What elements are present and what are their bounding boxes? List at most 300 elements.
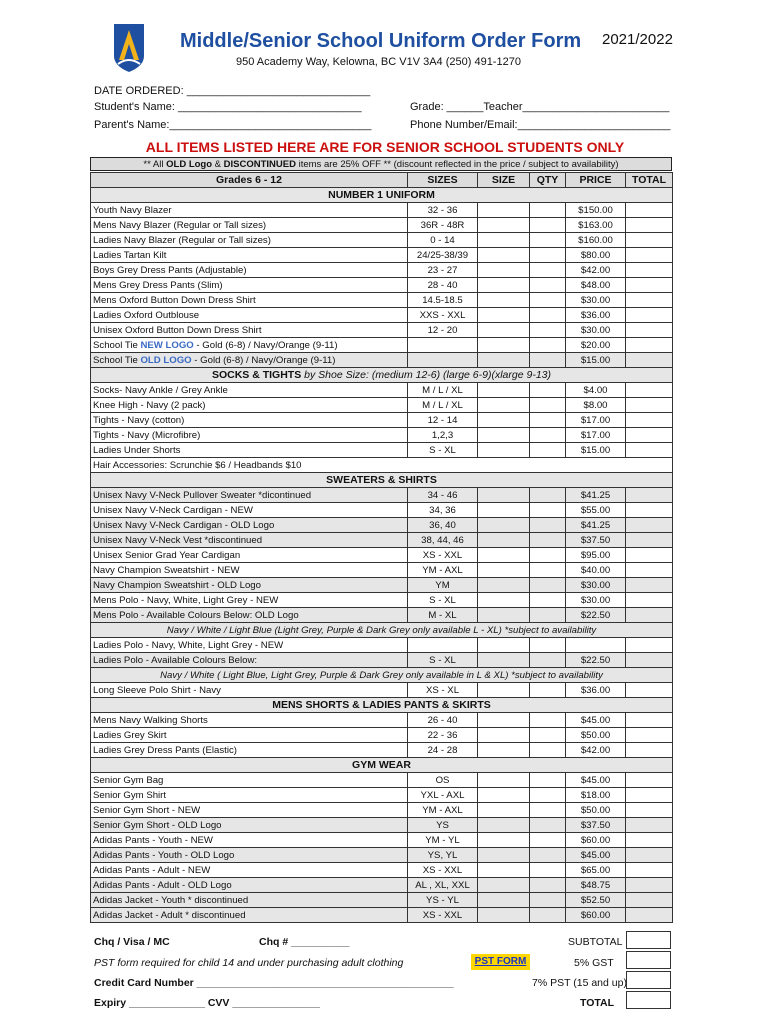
item-sizes: 28 - 40	[408, 278, 478, 293]
table-row	[91, 533, 673, 548]
item-sizes: YM - AXL	[408, 563, 478, 578]
section-socks-tights-label	[91, 368, 673, 383]
qty-input[interactable]	[530, 338, 566, 353]
size-input[interactable]	[478, 803, 530, 818]
item-price: $18.00	[566, 788, 626, 803]
total-cell[interactable]	[626, 308, 673, 323]
table-row	[91, 593, 673, 608]
sizes-header: SIZES	[408, 173, 478, 188]
item-price: $4.00	[566, 383, 626, 398]
qty-input[interactable]	[530, 203, 566, 218]
total-cell[interactable]	[626, 278, 673, 293]
table-row	[91, 653, 673, 668]
total-cell[interactable]	[626, 218, 673, 233]
qty-input[interactable]	[530, 353, 566, 368]
tie-logo-label: NEW LOGO	[140, 339, 194, 351]
total-cell[interactable]	[626, 338, 673, 353]
total-cell[interactable]	[626, 908, 673, 923]
item-name: Mens Polo - Available Colours Below: OLD Logo	[91, 608, 408, 623]
size-input[interactable]	[478, 728, 530, 743]
senior-only-banner: ALL ITEMS LISTED HERE ARE FOR SENIOR SCHOOL STUDENTS ONLY	[145, 139, 625, 155]
qty-input[interactable]	[530, 503, 566, 518]
qty-input[interactable]	[530, 743, 566, 758]
section-shorts-pants-skirts-label: MENS SHORTS & LADIES PANTS & SKIRTS	[91, 698, 673, 713]
item-sizes: YS	[408, 818, 478, 833]
item-price	[566, 638, 626, 653]
subtotal-box[interactable]	[626, 931, 671, 949]
qty-input[interactable]	[530, 413, 566, 428]
size-input[interactable]	[478, 548, 530, 563]
size-input[interactable]	[478, 353, 530, 368]
total-cell[interactable]	[626, 443, 673, 458]
table-row	[91, 443, 673, 458]
item-sizes: 36R - 48R	[408, 218, 478, 233]
item-price: $17.00	[566, 428, 626, 443]
total-cell[interactable]	[626, 788, 673, 803]
qty-input[interactable]	[530, 533, 566, 548]
pst-note: PST form required for child 14 and under purchasing adult clothing	[94, 957, 404, 969]
item-price: $36.00	[566, 308, 626, 323]
qty-input[interactable]	[530, 263, 566, 278]
total-cell[interactable]	[626, 893, 673, 908]
table-row	[91, 848, 673, 863]
size-input[interactable]	[478, 278, 530, 293]
item-name: Mens Navy Walking Shorts	[91, 713, 408, 728]
size-input[interactable]	[478, 248, 530, 263]
size-input[interactable]	[478, 818, 530, 833]
school-address: 950 Academy Way, Kelowna, BC V1V 3A4 (250) 491-1270	[236, 56, 521, 68]
total-cell[interactable]	[626, 578, 673, 593]
item-sizes: XS - XXL	[408, 863, 478, 878]
item-price: $55.00	[566, 503, 626, 518]
discount-notice: ** All OLD Logo & DISCONTINUED items are 25% OFF ** (discount reflected in the price / subject to availability)	[90, 157, 672, 171]
item-name: Tights - Navy (cotton)	[91, 413, 408, 428]
form-title: Middle/Senior School Uniform Order Form	[180, 30, 582, 52]
total-cell[interactable]	[626, 263, 673, 278]
qty-input[interactable]	[530, 488, 566, 503]
gst-box[interactable]	[626, 951, 671, 969]
item-price: $60.00	[566, 833, 626, 848]
table-row	[91, 788, 673, 803]
qty-input[interactable]	[530, 638, 566, 653]
tie-suffix: - Gold (6-8) / Navy/Orange (9-11)	[191, 354, 336, 366]
item-name: Unisex Senior Grad Year Cardigan	[91, 548, 408, 563]
section-number-1-uniform-label: NUMBER 1 UNIFORM	[91, 188, 673, 203]
socks-sizing-note: by Shoe Size: (medium 12-6) (large 6-9)(xlarge 9-13)	[301, 368, 552, 381]
section-socks-tights	[91, 368, 673, 383]
table-row	[91, 278, 673, 293]
item-sizes: 26 - 40	[408, 713, 478, 728]
table-row	[91, 578, 673, 593]
size-input[interactable]	[478, 773, 530, 788]
item-sizes	[408, 638, 478, 653]
item-sizes: 12 - 20	[408, 323, 478, 338]
parent-name-field[interactable]: Parent's Name:_________________________________	[94, 119, 372, 131]
total-header: TOTAL	[626, 173, 673, 188]
table-row	[91, 428, 673, 443]
qty-input[interactable]	[530, 563, 566, 578]
item-price: $150.00	[566, 203, 626, 218]
size-input[interactable]	[478, 518, 530, 533]
size-input[interactable]	[478, 383, 530, 398]
qty-input[interactable]	[530, 908, 566, 923]
size-input[interactable]	[478, 593, 530, 608]
size-input[interactable]	[478, 308, 530, 323]
qty-input[interactable]	[530, 653, 566, 668]
total-cell[interactable]	[626, 413, 673, 428]
item-sizes: 12 - 14	[408, 413, 478, 428]
cheque-number-field[interactable]: Chq # __________	[259, 936, 350, 948]
item-name: Socks- Navy Ankle / Grey Ankle	[91, 383, 408, 398]
colour-note-mens-text: Navy / White / Light Blue (Light Grey, Purple & Dark Grey only available L - XL) *subject to availability	[91, 623, 673, 638]
size-input[interactable]	[478, 413, 530, 428]
qty-input[interactable]	[530, 833, 566, 848]
table-row	[91, 233, 673, 248]
total-cell[interactable]	[626, 713, 673, 728]
total-cell[interactable]	[626, 323, 673, 338]
qty-input[interactable]	[530, 608, 566, 623]
item-name: Adidas Pants - Youth - NEW	[91, 833, 408, 848]
table-row	[91, 638, 673, 653]
item-name: Unisex Navy V-Neck Vest *discontinued	[91, 533, 408, 548]
qty-input[interactable]	[530, 218, 566, 233]
colour-note-ladies	[91, 668, 673, 683]
size-input[interactable]	[478, 428, 530, 443]
item-sizes: 0 - 14	[408, 233, 478, 248]
total-label: TOTAL	[580, 997, 615, 1009]
item-name: Knee High - Navy (2 pack)	[91, 398, 408, 413]
total-cell[interactable]	[626, 503, 673, 518]
qty-input[interactable]	[530, 863, 566, 878]
item-name: Mens Oxford Button Down Dress Shirt	[91, 293, 408, 308]
table-row	[91, 713, 673, 728]
size-input[interactable]	[478, 908, 530, 923]
item-price: $65.00	[566, 863, 626, 878]
size-input[interactable]	[478, 443, 530, 458]
section-gym-wear	[91, 758, 673, 773]
total-cell[interactable]	[626, 293, 673, 308]
item-price: $48.75	[566, 878, 626, 893]
item-sizes: XS - XXL	[408, 548, 478, 563]
tie-suffix: - Gold (6-8) / Navy/Orange (9-11)	[193, 339, 338, 351]
item-sizes: M - XL	[408, 608, 478, 623]
total-cell[interactable]	[626, 683, 673, 698]
table-row	[91, 248, 673, 263]
item-price: $80.00	[566, 248, 626, 263]
item-sizes: YM	[408, 578, 478, 593]
grade-teacher-field[interactable]: Grade: ______Teacher________________________	[410, 101, 670, 113]
hair-accessories: Hair Accessories: Scrunchie $6 / Headbands $10	[91, 458, 673, 473]
item-name: Ladies Grey Skirt	[91, 728, 408, 743]
item-price: $20.00	[566, 338, 626, 353]
qty-input[interactable]	[530, 713, 566, 728]
total-cell[interactable]	[626, 383, 673, 398]
total-cell[interactable]	[626, 428, 673, 443]
total-cell[interactable]	[626, 743, 673, 758]
price-header: PRICE	[566, 173, 626, 188]
item-price: $8.00	[566, 398, 626, 413]
item-name: Youth Navy Blazer	[91, 203, 408, 218]
item-sizes: YM - YL	[408, 833, 478, 848]
item-name: Adidas Pants - Adult - OLD Logo	[91, 878, 408, 893]
size-input[interactable]	[478, 578, 530, 593]
size-input[interactable]	[478, 293, 530, 308]
qty-input[interactable]	[530, 818, 566, 833]
item-sizes: XS - XXL	[408, 908, 478, 923]
item-sizes: 24/25-38/39	[408, 248, 478, 263]
qty-input[interactable]	[530, 398, 566, 413]
item-name: Senior Gym Shirt	[91, 788, 408, 803]
table-row	[91, 803, 673, 818]
tie-name	[91, 353, 408, 368]
phone-email-field[interactable]: Phone Number/Email:_________________________	[410, 119, 671, 131]
socks-title: SOCKS & TIGHTS	[211, 368, 302, 381]
credit-card-field[interactable]: Credit Card Number ____________________________________________	[94, 977, 454, 989]
qty-input[interactable]	[530, 593, 566, 608]
item-sizes: 38, 44, 46	[408, 533, 478, 548]
total-cell[interactable]	[626, 878, 673, 893]
size-input[interactable]	[478, 713, 530, 728]
total-cell[interactable]	[626, 233, 673, 248]
total-cell[interactable]	[626, 818, 673, 833]
item-name: Navy Champion Sweatshirt - NEW	[91, 563, 408, 578]
total-cell[interactable]	[626, 728, 673, 743]
qty-input[interactable]	[530, 308, 566, 323]
size-input[interactable]	[478, 338, 530, 353]
total-cell[interactable]	[626, 593, 673, 608]
table-row	[91, 353, 673, 368]
item-sizes: YS - YL	[408, 893, 478, 908]
qty-input[interactable]	[530, 773, 566, 788]
total-box[interactable]	[626, 991, 671, 1009]
qty-input[interactable]	[530, 848, 566, 863]
size-input[interactable]	[478, 683, 530, 698]
total-cell[interactable]	[626, 638, 673, 653]
item-sizes: M / L / XL	[408, 383, 478, 398]
qty-input[interactable]	[530, 788, 566, 803]
item-price: $45.00	[566, 713, 626, 728]
size-input[interactable]	[478, 608, 530, 623]
total-cell[interactable]	[626, 773, 673, 788]
size-input[interactable]	[478, 638, 530, 653]
table-row	[91, 563, 673, 578]
table-row	[91, 308, 673, 323]
table-row	[91, 893, 673, 908]
size-input[interactable]	[478, 263, 530, 278]
total-cell[interactable]	[626, 518, 673, 533]
qty-input[interactable]	[530, 893, 566, 908]
item-sizes	[408, 338, 478, 353]
tie-logo-label: OLD LOGO	[140, 354, 192, 366]
size-input[interactable]	[478, 203, 530, 218]
total-cell[interactable]	[626, 398, 673, 413]
size-input[interactable]	[478, 563, 530, 578]
item-price: $95.00	[566, 548, 626, 563]
item-sizes: YS, YL	[408, 848, 478, 863]
table-row	[91, 413, 673, 428]
qty-input[interactable]	[530, 578, 566, 593]
item-name: Adidas Jacket - Adult * discontinued	[91, 908, 408, 923]
item-sizes: S - XL	[408, 593, 478, 608]
item-price: $40.00	[566, 563, 626, 578]
item-price: $30.00	[566, 323, 626, 338]
size-input[interactable]	[478, 743, 530, 758]
section-gym-wear-label: GYM WEAR	[91, 758, 673, 773]
size-input[interactable]	[478, 863, 530, 878]
size-input[interactable]	[478, 488, 530, 503]
table-row	[91, 383, 673, 398]
qty-input[interactable]	[530, 728, 566, 743]
qty-input[interactable]	[530, 278, 566, 293]
size-input[interactable]	[478, 218, 530, 233]
item-sizes: OS	[408, 773, 478, 788]
pst-label: 7% PST (15 and up)	[532, 977, 627, 989]
item-name: Mens Polo - Navy, White, Light Grey - NEW	[91, 593, 408, 608]
size-input[interactable]	[478, 323, 530, 338]
tie-prefix: School Tie	[93, 339, 141, 351]
table-row	[91, 818, 673, 833]
item-price: $15.00	[566, 443, 626, 458]
size-input[interactable]	[478, 533, 530, 548]
item-sizes: M / L / XL	[408, 398, 478, 413]
pst-box[interactable]	[626, 971, 671, 989]
item-price: $41.25	[566, 488, 626, 503]
tie-name	[91, 338, 408, 353]
table-row	[91, 263, 673, 278]
item-sizes: AL , XL, XXL	[408, 878, 478, 893]
total-cell[interactable]	[626, 488, 673, 503]
total-cell[interactable]	[626, 533, 673, 548]
subtotal-label: SUBTOTAL	[568, 936, 623, 948]
size-input[interactable]	[478, 833, 530, 848]
item-name: Adidas Pants - Youth - OLD Logo	[91, 848, 408, 863]
item-name: Senior Gym Short - NEW	[91, 803, 408, 818]
size-input[interactable]	[478, 653, 530, 668]
total-cell[interactable]	[626, 653, 673, 668]
total-cell[interactable]	[626, 833, 673, 848]
item-name: Mens Navy Blazer (Regular or Tall sizes)	[91, 218, 408, 233]
size-input[interactable]	[478, 893, 530, 908]
item-name: Ladies Navy Blazer (Regular or Tall sizes)	[91, 233, 408, 248]
table-row	[91, 773, 673, 788]
qty-input[interactable]	[530, 383, 566, 398]
item-price: $30.00	[566, 293, 626, 308]
colour-note-mens	[91, 623, 673, 638]
item-sizes: S - XL	[408, 443, 478, 458]
table-row	[91, 338, 673, 353]
item-price: $30.00	[566, 593, 626, 608]
qty-input[interactable]	[530, 293, 566, 308]
size-input[interactable]	[478, 398, 530, 413]
item-sizes: XXS - XXL	[408, 308, 478, 323]
size-input[interactable]	[478, 233, 530, 248]
item-price: $36.00	[566, 683, 626, 698]
item-price: $30.00	[566, 578, 626, 593]
student-name-field[interactable]: Student's Name: ______________________________	[94, 101, 362, 113]
section-sweaters-shirts-label: SWEATERS & SHIRTS	[91, 473, 673, 488]
qty-input[interactable]	[530, 878, 566, 893]
qty-input[interactable]	[530, 518, 566, 533]
item-price: $22.50	[566, 653, 626, 668]
qty-input[interactable]	[530, 443, 566, 458]
item-price: $15.00	[566, 353, 626, 368]
table-row	[91, 743, 673, 758]
total-cell[interactable]	[626, 848, 673, 863]
table-row	[91, 548, 673, 563]
qty-input[interactable]	[530, 428, 566, 443]
total-cell[interactable]	[626, 863, 673, 878]
table-header-row	[91, 173, 673, 188]
table-row	[91, 863, 673, 878]
item-price: $42.00	[566, 743, 626, 758]
item-price: $45.00	[566, 848, 626, 863]
size-input[interactable]	[478, 788, 530, 803]
item-price: $17.00	[566, 413, 626, 428]
size-header: SIZE	[478, 173, 530, 188]
qty-input[interactable]	[530, 683, 566, 698]
item-price: $41.25	[566, 518, 626, 533]
size-input[interactable]	[478, 878, 530, 893]
item-sizes: S - XL	[408, 653, 478, 668]
table-row	[91, 398, 673, 413]
item-name: Adidas Pants - Adult - NEW	[91, 863, 408, 878]
item-name: Boys Grey Dress Pants (Adjustable)	[91, 263, 408, 278]
date-ordered-field[interactable]: DATE ORDERED: ______________________________	[94, 85, 371, 97]
item-price: $163.00	[566, 218, 626, 233]
qty-input[interactable]	[530, 548, 566, 563]
item-sizes: 1,2,3	[408, 428, 478, 443]
item-sizes: 34, 36	[408, 503, 478, 518]
size-input[interactable]	[478, 503, 530, 518]
expiry-cvv-field[interactable]: Expiry _____________ CVV _______________	[94, 997, 320, 1009]
total-cell[interactable]	[626, 548, 673, 563]
item-price: $52.50	[566, 893, 626, 908]
item-name: Unisex Navy V-Neck Pullover Sweater *dicontinued	[91, 488, 408, 503]
qty-input[interactable]	[530, 248, 566, 263]
item-name: Ladies Tartan Kilt	[91, 248, 408, 263]
gst-label: 5% GST	[574, 957, 614, 969]
item-name: Ladies Grey Dress Pants (Elastic)	[91, 743, 408, 758]
total-cell[interactable]	[626, 353, 673, 368]
item-name: Unisex Oxford Button Down Dress Shirt	[91, 323, 408, 338]
size-input[interactable]	[478, 848, 530, 863]
qty-input[interactable]	[530, 233, 566, 248]
qty-input[interactable]	[530, 803, 566, 818]
item-name: Mens Grey Dress Pants (Slim)	[91, 278, 408, 293]
total-cell[interactable]	[626, 203, 673, 218]
item-sizes: YXL - AXL	[408, 788, 478, 803]
total-cell[interactable]	[626, 563, 673, 578]
qty-input[interactable]	[530, 323, 566, 338]
item-price: $60.00	[566, 908, 626, 923]
total-cell[interactable]	[626, 803, 673, 818]
item-sizes: 24 - 28	[408, 743, 478, 758]
item-price: $50.00	[566, 728, 626, 743]
school-year: 2021/2022	[602, 31, 673, 48]
item-sizes: 32 - 36	[408, 203, 478, 218]
item-name: Senior Gym Bag	[91, 773, 408, 788]
total-cell[interactable]	[626, 608, 673, 623]
item-name: Ladies Under Shorts	[91, 443, 408, 458]
payment-methods: Chq / Visa / MC	[94, 936, 170, 948]
section-shorts-pants-skirts	[91, 698, 673, 713]
item-sizes: 36, 40	[408, 518, 478, 533]
pst-form-link[interactable]: PST FORM	[471, 954, 530, 970]
item-price: $45.00	[566, 773, 626, 788]
item-price: $50.00	[566, 803, 626, 818]
table-row	[91, 728, 673, 743]
total-cell[interactable]	[626, 248, 673, 263]
